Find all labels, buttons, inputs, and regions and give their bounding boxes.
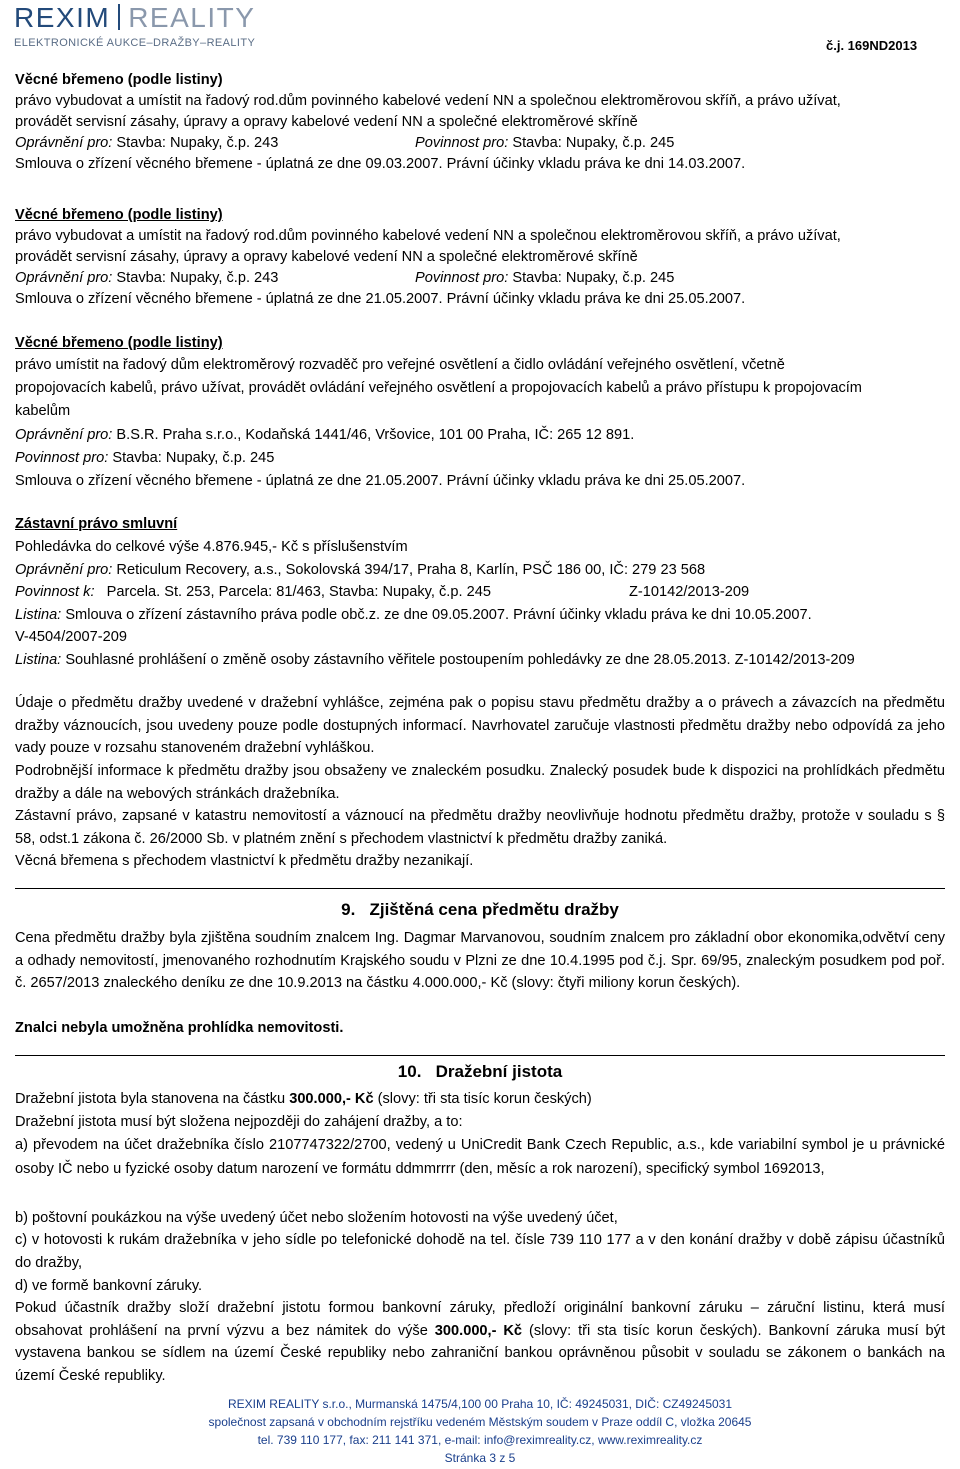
footer-company-line: REXIM REALITY s.r.o., Murmanská 1475/4,100 00 Praha 10, IČ: 49245031, DIČ: CZ49245031: [227, 1397, 733, 1411]
section-10-option-a: a) převodem na účet dražebníka číslo 2107747322/2700, vedený u UniCredit Bank Czech Republic, a.s., kde variabilní symbol je u právnické osoby IČ nebo u fyzické osoby datum narození ve formátu ddmmrrrr (den, měsíc a rok narození), specifický symbol 1692013,: [15, 1137, 945, 1177]
footer-page-number: Stránka 3 z 5: [444, 1451, 516, 1465]
lien-deed-1-ref: V-4504/2007-209: [15, 629, 127, 645]
section-10-option-c: c) v hotovosti k rukám dražebníka v jeho sídle po telefonické dohodě na tel. čísle 739 110 177 a v den konání dražby v době zápisu účastníků do dražby,: [15, 1232, 945, 1271]
notes-paragraph-4: Věcná břemena s přechodem vlastnictví k předmětu dražby nezanikají.: [15, 853, 474, 869]
notes-paragraph-3: Zástavní právo, zapsané v katastru nemovitostí a váznoucí na předmětu dražby neovlivňuje hodnotu předmětu dražby, protože v souladu s § 58, odst.1 zákona č. 26/2000 Sb. v platném znění s přechodem vlastnictví k předmětu dražby zaniká.: [15, 808, 945, 847]
section-10-guarantee-paragraph: Pokud účastník dražby složí dražební jistotu formou bankovní záruky, předloží originální bankovní záruku – záruční listinu, která musí obsahovat prohlášení na první výzvu a bez námitek do výše 300.000,- Kč (slovy: tři sta tisíc korun českých). Bankovní záruka musí být vystavena bankou se sídlem na území České republiky nebo zahraniční bankou oprávněnou působit v souladu se zákonem o bankách na území České republiky.: [15, 1300, 945, 1384]
easement-2-obligation: Povinnost pro: Stavba: Nupaky, č.p. 245: [415, 270, 675, 286]
logo-word-reality: REALITY: [128, 2, 256, 33]
section-10-line-2: Dražební jistota musí být složena nejpozději do zahájení dražby, a to:: [15, 1114, 463, 1130]
easement-3-line1: právo umístit na řadový dům elektroměrový rozvaděč pro veřejné osvětlení a čidlo ovládání veřejného osvětlení, včetně: [15, 357, 785, 373]
section-9-bold-note: Znalci nebyla umožněna prohlídka nemovitosti.: [15, 1020, 344, 1036]
easement-3-line3: kabelům: [15, 403, 71, 419]
easement-1-line2: provádět servisní zásahy, úpravy a opravy kabelové vedení NN a společné elektroměrové skříně: [15, 114, 638, 130]
easement-2-line2: provádět servisní zásahy, úpravy a opravy kabelové vedení NN a společné elektroměrové skříně: [15, 249, 638, 265]
reference-number: č.j. 169ND2013: [826, 38, 918, 53]
footer-contact-line: tel. 739 110 177, fax: 211 141 371, e-mail: info@reximreality.cz, www.reximreality.cz: [257, 1433, 703, 1447]
easement-1-obligation: Povinnost pro: Stavba: Nupaky, č.p. 245: [415, 135, 675, 151]
section-10-rule: [15, 1055, 945, 1056]
easement-3-authorized: Oprávnění pro: B.S.R. Praha s.r.o., Kodaňská 1441/46, Vršovice, 101 00 Praha, IČ: 265 12 891.: [15, 427, 635, 443]
lien-claim: Pohledávka do celkové výše 4.876.945,- Kč s příslušenstvím: [15, 539, 408, 555]
easement-2-title: Věcné břemeno (podle listiny): [15, 207, 223, 223]
lien-obligation: Povinnost k: Parcela. St. 253, Parcela: 81/463, Stavba: Nupaky, č.p. 245: [15, 584, 491, 600]
easement-3-contract: Smlouva o zřízení věcného břemene - úplatná ze dne 21.05.2007. Právní účinky vkladu práva ke dni 25.05.2007.: [15, 473, 746, 489]
easement-2-contract: Smlouva o zřízení věcného břemene - úplatná ze dne 21.05.2007. Právní účinky vkladu práva ke dni 25.05.2007.: [15, 291, 746, 307]
notes-paragraph-2: Podrobnější informace k předmětu dražby jsou obsaženy ve znaleckém posudku. Znalecký posudek bude k dispozici na prohlídkách předmětu dražby a dále na webových stránkách dražebníka.: [15, 763, 945, 802]
section-10-option-b: b) poštovní poukázkou na výše uvedený účet nebo složením hotovosti na výše uvedený účet,: [15, 1210, 618, 1226]
easement-2-line1: právo vybudovat a umístit na řadový rod.dům povinného kabelové vedení NN a společnou elektroměrovou skříň, a právo užívat,: [15, 228, 841, 244]
easement-3-title: Věcné břemeno (podle listiny): [15, 335, 223, 351]
easement-2-authorized: Oprávnění pro: Stavba: Nupaky, č.p. 243: [15, 270, 279, 286]
section-10-line-1: Dražební jistota byla stanovena na částku 300.000,- Kč (slovy: tři sta tisíc korun českých): [15, 1091, 592, 1107]
footer-registry-line: společnost zapsaná v obchodním rejstříku vedeném Městským soudem v Praze oddíl C, vložka 20645: [208, 1415, 752, 1429]
section-9-rule: [15, 888, 945, 889]
lien-obligation-ref: Z-10142/2013-209: [629, 584, 750, 600]
easement-1-line1: právo vybudovat a umístit na řadový rod.dům povinného kabelové vedení NN a společnou elektroměrovou skříň, a právo užívat,: [15, 93, 841, 109]
lien-deed-1: Listina: Smlouva o zřízení zástavního práva podle obč.z. ze dne 09.05.2007. Právní účinky vkladu práva ke dni 10.05.2007.: [15, 607, 812, 623]
easement-3-line2: propojovacích kabelů, právo užívat, provádět ovládání veřejného osvětlení a propojovacích kabelů a právo přístupu k propojovacím: [15, 380, 862, 396]
logo-word-rexim: REXIM: [14, 2, 111, 33]
easement-1-authorized: Oprávnění pro: Stavba: Nupaky, č.p. 243: [15, 135, 279, 151]
easement-3-obligation: Povinnost pro: Stavba: Nupaky, č.p. 245: [15, 450, 275, 466]
logo-separator: [118, 4, 120, 30]
easement-1-contract: Smlouva o zřízení věcného břemene - úplatná ze dne 09.03.2007. Právní účinky vkladu práva ke dni 14.03.2007.: [15, 156, 746, 172]
lien-deed-2: Listina: Souhlasné prohlášení o změně osoby zástavního věřitele postoupením pohledávky ze dne 28.05.2013. Z-10142/2013-209: [15, 652, 855, 668]
section-9-text: Cena předmětu dražby byla zjištěna soudním znalcem Ing. Dagmar Marvanovou, soudním znalcem pro základní obor ekonomika,odvětví ceny a odhady nemovitostí, jmenovaného rozhodnutím Krajského soudu v Plzni ze dne 10.4.1995 pod č.j. Spr. 69/95, znaleckým posudkem pod poř. č. 2657/2013 znaleckého deníku ze dne 10.9.2013 na částku 4.000.000,- Kč (slovy: čtyři miliony korun českých).: [15, 930, 945, 991]
notes-paragraph-1: Údaje o předmětu dražby uvedené v dražební vyhlášce, zejména pak o popisu stavu předmětu dražby a o právech a závazcích na předmětu dražby váznoucích, jsou uvedeny pouze podle dostupných informací. Navrhovatel zaručuje vlastnosti předmětu dražby nebo odpovídá za jeho vady pouze v rozsahu stanoveném dražební vyhláškou.: [15, 695, 945, 756]
lien-title: Zástavní právo smluvní: [15, 516, 178, 532]
section-9-heading: 9. Zjištěná cena předmětu dražby: [341, 900, 619, 919]
easement-1-title: Věcné břemeno (podle listiny): [15, 72, 223, 88]
lien-authorized: Oprávnění pro: Reticulum Recovery, a.s., Sokolovská 394/17, Praha 8, Karlín, PSČ 186 00, IČ: 279 23 568: [15, 562, 706, 578]
section-10-heading: 10. Dražební jistota: [397, 1062, 563, 1081]
logo-tagline: ELEKTRONICKÉ AUKCE–DRAŽBY–REALITY: [14, 37, 256, 49]
company-logo: [14, 2, 255, 34]
section-10-option-d: d) ve formě bankovní záruky.: [15, 1278, 203, 1294]
